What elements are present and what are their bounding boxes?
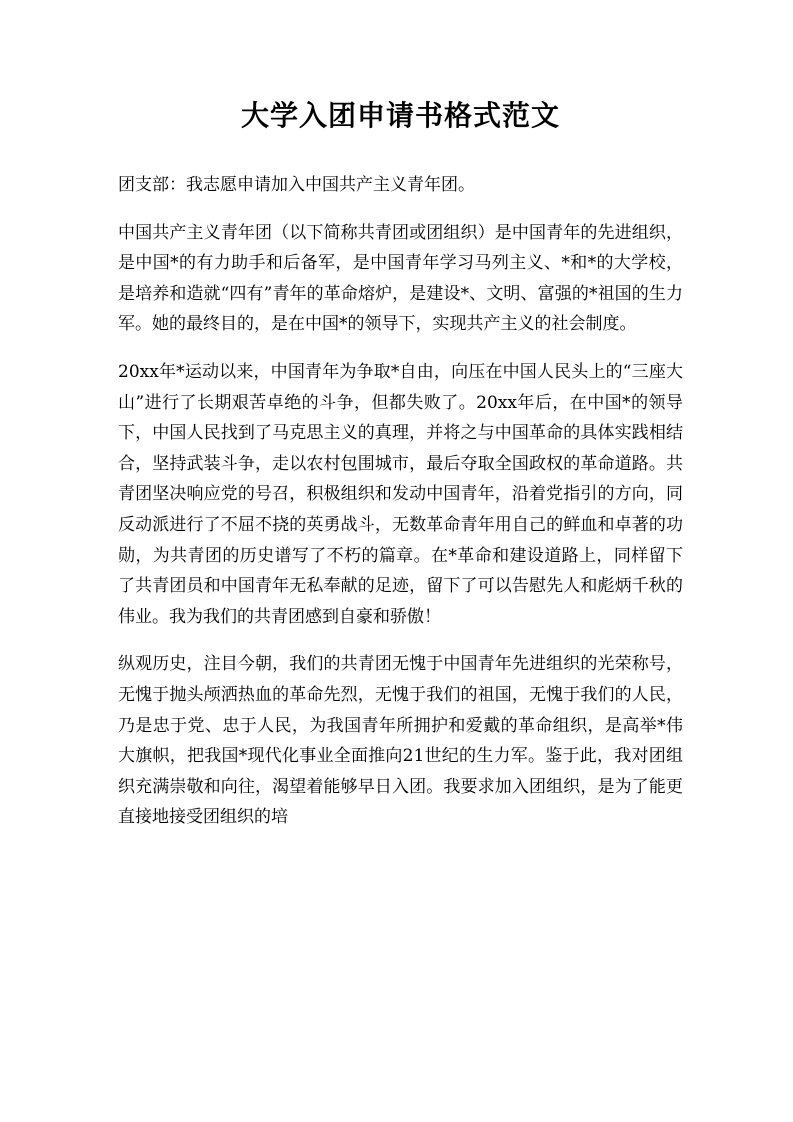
document-title: 大学入团申请书格式范文 [240,99,560,132]
document-body [118,170,683,833]
paragraph-league-intro: 中国共产主义青年团（以下简称共青团或团组织）是中国青年的先进组织，是中国*的有力助手和后备军，是中国青年学习马列主义、*和*的大学校，是培养和造就“四有”青年的革命熔炉，是建设*、文明、富强的*祖国的生力军。她的最终目的，是在中国*的领导下，实现共产主义的社会制度。 [118,222,683,335]
paragraph-history: 20xx年*运动以来，中国青年为争取*自由，向压在中国人民头上的“三座大山”进行了长期艰苦卓绝的斗争，但都失败了。20xx年后，在中国*的领导下，中国人民找到了马克思主义的真理，并将之与中国革命的具体实践相结合，坚持武装斗争，走以农村包围城市，最后夺取全国政权的革命道路。共青团坚决响应党的号召，积极组织和发动中国青年，沿着党指引的方向，同反动派进行了不屈不挠的英勇战斗，无数革命青年用自己的鲜血和卓著的功勋，为共青团的历史谱写了不朽的篇章。在*革命和建设道路上，同样留下了共青团员和中国青年无私奉献的足迹，留下了可以告慰先人和彪炳千秋的伟业。我为我们的共青团感到自豪和骄傲！ [118,361,683,627]
paragraph-motivation: 纵观历史，注目今朝，我们的共青团无愧于中国青年先进组织的光荣称号，无愧于抛头颅洒热血的革命先烈，无愧于我们的祖国，无愧于我们的人民，乃是忠于党、忠于人民，为我国青年所拥护和爱戴的革命组织，是高举*伟大旗帜，把我国*现代化事业全面推向21世纪的生力军。鉴于此，我对团组织充满崇敬和向往，渴望着能够早日入团。我要求加入团组织，是为了能更直接地接受团组织的培 [118,654,683,828]
paragraph-salutation: 团支部：我志愿申请加入中国共产主义青年团。 [118,175,475,195]
